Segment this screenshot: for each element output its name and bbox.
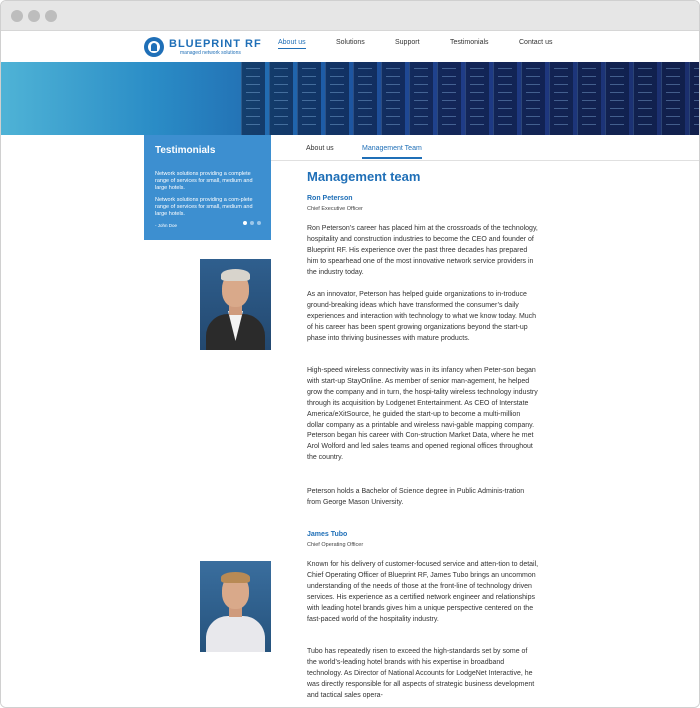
bio-paragraph: Ron Peterson’s career has placed him at the crossroads of the technology, hospitality and construction industries to become the CEO and founder of Blueprint RF. His experience over the past three decades has prepared him to spearhead one of the most innovative network service providers in the industry today. [307,225,538,276]
bio-paragraph: Tubo has repeatedly risen to exceed the high-standards set by some of the world’s-leading hotel brands with his expertise in broadband technology. As Director of National Accounts for LodgeNet Interactive, he was directly responsible for all aspects of strategic business development and tactical sales opera- [307,648,535,699]
nav-solutions[interactable]: Solutions [336,39,365,46]
nav-contact-us[interactable]: Contact us [519,39,553,46]
server-rack-graphic [521,62,545,135]
carousel-dot[interactable] [257,221,261,225]
subnav-tabs [271,135,700,161]
nav-testimonials[interactable]: Testimonials [450,39,489,46]
server-rack-graphic [437,62,461,135]
site-header [1,31,700,62]
person-title: Chief Executive Officer [307,206,363,212]
person-title: Chief Operating Officer [307,542,364,548]
server-rack-graphic [689,62,700,135]
testimonial-author: - John Doe [155,223,178,228]
server-rack-graphic [493,62,517,135]
server-rack-graphic [465,62,489,135]
web-page [1,31,700,708]
server-rack-graphic [353,62,377,135]
james-tubo-photo [200,561,271,652]
logo-icon [144,37,164,57]
testimonials-title: Testimonials [155,145,216,156]
carousel-dot[interactable] [250,221,254,225]
person-name: James Tubo [307,531,348,538]
testimonials-box [144,135,271,240]
server-rack-graphic [409,62,433,135]
carousel-dots[interactable] [240,212,261,230]
server-rack-graphic [549,62,573,135]
brand-name: BLUEPRINT RF [169,38,262,50]
server-rack-graphic [633,62,657,135]
nav-support[interactable]: Support [395,39,420,46]
server-rack-graphic [241,62,265,135]
tab-management-team[interactable]: Management Team [362,145,422,159]
hero-banner [1,62,700,135]
window-titlebar [1,1,700,31]
window-close-dot[interactable] [11,10,23,22]
window-minimize-dot[interactable] [28,10,40,22]
testimonial-quote: Network solutions providing a complete range of services for small, medium and large hotels. [155,171,253,191]
bio-paragraph: High-speed wireless connectivity was in its infancy when Peter-son began with start-up StayOnline. As member of senior man-agement, he helped grow the company and in turn, the hospi-tality wireless technology industry through its acquisition by Lodgenet Entertainment. As CEO of Interstate America/eXitSource, he guided the start-up to become a multi-million dollar company as a printable and wireless navi-gable mapping company. Peterson began his career with Con-struction Market Data, where he met Arol Wolford and led sales teams and opened regional offices throughout the country. [307,367,538,462]
window-maximize-dot[interactable] [45,10,57,22]
bio-paragraph: Peterson holds a Bachelor of Science degree in Public Adminis-tration from George Mason University. [307,488,525,506]
brand-tagline: managed network solutions [180,50,241,56]
server-rack-graphic [605,62,629,135]
testimonial-quote: Network solutions providing a com-plete range of services for small, medium and large hotels. [155,197,253,217]
person-name: Ron Peterson [307,195,353,202]
carousel-dot[interactable] [243,221,247,225]
tab-about-us[interactable]: About us [306,145,334,152]
page-title: Management team [307,169,421,184]
bio-paragraph: Known for his delivery of customer-focused service and atten-tion to detail, Chief Operating Officer of Blueprint RF, James Tubo brings an uncommon understanding of the needs of those at the front-line of technology driven services. His experience as a certified network engineer and relationships with leading hotel brands gives him a unique perspective centered on the fast-paced world of the hospitality industry. [307,561,539,623]
server-rack-graphic [269,62,293,135]
bio-paragraph: As an innovator, Peterson has helped guide organizations to in-troduce ground-breaking ideas which have transformed the consumer’s daily experiences and interaction with technology to what we know today. Much of his career has been spent growing organizations beyond the start-up phase into thriving businesses with mature products. [307,291,537,342]
server-rack-graphic [661,62,685,135]
server-rack-graphic [325,62,349,135]
server-rack-graphic [381,62,405,135]
nav-about-us[interactable]: About us [278,39,306,49]
server-rack-graphic [577,62,601,135]
server-rack-graphic [297,62,321,135]
ron-peterson-photo [200,259,271,350]
